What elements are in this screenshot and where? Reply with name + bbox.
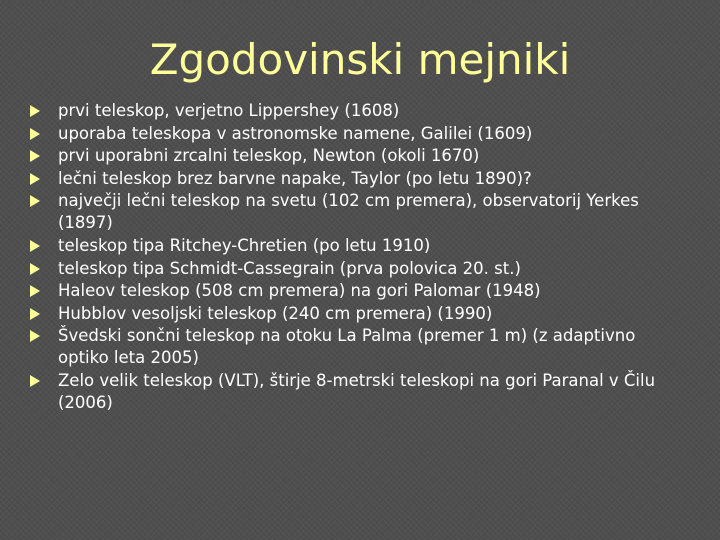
list-item (30, 303, 690, 325)
list-item (30, 145, 690, 167)
list-item (30, 280, 690, 302)
triangle-right-icon (30, 258, 58, 280)
list-item (30, 168, 690, 190)
triangle-right-icon (30, 325, 58, 347)
list-item-text: Haleov teleskop (508 cm premera) na gori Palomar (1948) (58, 281, 541, 301)
triangle-right-icon (30, 370, 58, 392)
list-item-text: največji lečni teleskop na svetu (102 cm premera), observatorij Yerkes (1897) (58, 191, 639, 233)
triangle-right-icon (30, 190, 58, 212)
list-item-text: Švedski sončni teleskop na otoku La Palma (premer 1 m) (z adaptivno optiko leta 2005) (58, 326, 636, 368)
triangle-right-icon (30, 123, 58, 145)
list-item-text: uporaba teleskopa v astronomske namene, Galilei (1609) (58, 123, 533, 143)
triangle-right-icon (30, 168, 58, 190)
list-item (30, 100, 690, 122)
list-item (30, 258, 690, 280)
list-item (30, 325, 690, 369)
milestone-list (30, 100, 690, 415)
list-item-text: prvi teleskop, verjetno Lippershey (1608) (58, 101, 400, 120)
list-item-text: teleskop tipa Ritchey-Chretien (po letu 1910) (58, 235, 431, 255)
slide-title: Zgodovinski mejniki (149, 35, 571, 84)
triangle-right-icon (30, 235, 58, 257)
list-item (30, 190, 690, 234)
list-item-text: teleskop tipa Schmidt-Cassegrain (prva polovica 20. st.) (58, 258, 521, 278)
triangle-right-icon (30, 100, 58, 122)
triangle-right-icon (30, 303, 58, 325)
list-item-text: Zelo velik teleskop (VLT), štirje 8-metrski teleskopi na gori Paranal v Čilu (2006) (58, 370, 656, 412)
triangle-right-icon (30, 280, 58, 302)
list-item (30, 235, 690, 257)
list-item (30, 123, 690, 145)
list-item (30, 370, 690, 414)
list-item-text: lečni teleskop brez barvne napake, Taylor (po letu 1890)? (58, 168, 532, 188)
triangle-right-icon (30, 145, 58, 167)
list-item-text: Hubblov vesoljski teleskop (240 cm premera) (1990) (58, 303, 493, 323)
list-item-text: prvi uporabni zrcalni teleskop, Newton (okoli 1670) (58, 146, 480, 166)
